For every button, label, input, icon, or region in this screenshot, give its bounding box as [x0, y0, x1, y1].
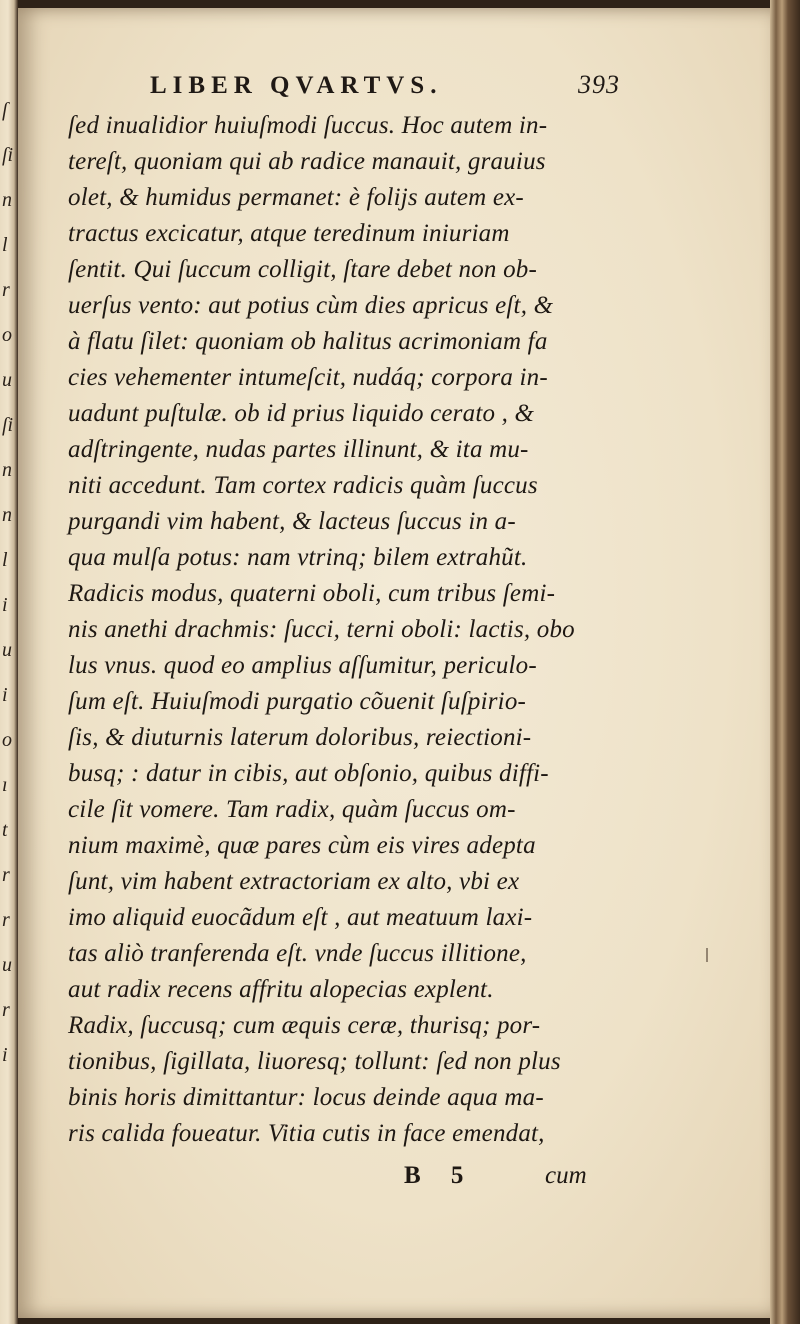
facing-page-fragment: r	[2, 279, 10, 301]
running-head-title: LIBER QVARTVS.	[150, 72, 443, 99]
facing-page-fragment: n	[2, 504, 12, 526]
facing-page-edge	[0, 0, 18, 1324]
text-line: uerſus vento: aut potius cùm dies apricus eſt, &	[68, 292, 554, 319]
facing-page-fragment: ſ	[2, 99, 8, 121]
facing-page-fragment: i	[2, 1044, 8, 1066]
page-number: 393	[578, 70, 620, 99]
facing-page-fragment: ſi	[2, 144, 14, 166]
text-line: tas aliò tranferenda eſt. vnde ſuccus illitione,	[68, 940, 527, 967]
facing-page-fragment: o	[2, 729, 12, 751]
text-line: tereſt, quoniam qui ab radice manauit, grauius	[68, 148, 546, 175]
facing-page-fragment: ı	[2, 774, 8, 796]
text-line: busq; : datur in cibis, aut obſonio, quibus diffi-	[68, 760, 549, 787]
text-line: ſentit. Qui ſuccum colligit, ſtare debet non ob-	[68, 256, 537, 283]
facing-page-fragment: i	[2, 684, 8, 706]
facing-page-fragment: r	[2, 864, 10, 886]
facing-page-fragment: n	[2, 189, 12, 211]
text-line: à flatu ſilet: quoniam ob halitus acrimoniam fa	[68, 328, 548, 355]
facing-page-fragment: t	[2, 819, 8, 841]
facing-page-fragment: r	[2, 909, 10, 931]
text-line: tractus excicatur, atque teredinum iniuriam	[68, 220, 510, 247]
text-line: qua mulſa potus: nam vtrinq; bilem extrahũt.	[68, 544, 528, 571]
text-line: niti accedunt. Tam cortex radicis quàm ſuccus	[68, 472, 538, 499]
text-line: cies vehementer intumeſcit, nudáq; corpora in-	[68, 364, 548, 391]
facing-page-fragment: l	[2, 549, 8, 571]
facing-page-fragment: ſi	[2, 414, 14, 436]
facing-page-fragment: r	[2, 999, 10, 1021]
text-line: cile ſit vomere. Tam radix, quàm ſuccus om-	[68, 796, 516, 823]
signature-mark: B 5	[404, 1162, 476, 1189]
page-stack-edge	[770, 0, 800, 1324]
facing-page-fragment: n	[2, 459, 12, 481]
text-line: imo aliquid euocãdum eſt , aut meatuum laxi-	[68, 904, 533, 931]
running-head	[150, 70, 620, 106]
text-line: purgandi vim habent, & lacteus ſuccus in a-	[68, 508, 516, 535]
text-line: tionibus, ſigillata, liuoresq; tollunt: ſed non plus	[68, 1048, 561, 1075]
facing-page-fragment: u	[2, 954, 12, 976]
text-line: ſis, & diuturnis laterum doloribus, reiectioni-	[68, 724, 532, 751]
text-line: nium maximè, quæ pares cùm eis vires adepta	[68, 832, 536, 859]
ink-speck	[706, 948, 708, 962]
text-line: aut radix recens affritu alopecias explent.	[68, 976, 494, 1003]
facing-page-fragment: o	[2, 324, 12, 346]
text-line: ſunt, vim habent extractoriam ex alto, vbi ex	[68, 868, 520, 895]
text-line: ris calida foueatur. Vitia cutis in face emendat,	[68, 1120, 545, 1147]
facing-page-fragment: u	[2, 639, 12, 661]
text-line: lus vnus. quod eo amplius aſſumitur, periculo-	[68, 652, 537, 679]
text-line: adſtringente, nudas partes illinunt, & ita mu-	[68, 436, 529, 463]
catchword: cum	[545, 1162, 587, 1189]
text-line: ſed inualidior huiuſmodi ſuccus. Hoc autem in-	[68, 112, 548, 139]
facing-page-fragment: u	[2, 369, 12, 391]
text-line: binis horis dimittantur: locus deinde aqua ma-	[68, 1084, 544, 1111]
text-line: Radix, ſuccusq; cum æquis ceræ, thurisq; por-	[68, 1012, 541, 1039]
facing-page-fragment: i	[2, 594, 8, 616]
facing-page-fragment: l	[2, 234, 8, 256]
text-line: ſum eſt. Huiuſmodi purgatio cõuenit ſuſpirio-	[68, 688, 527, 715]
text-line: uadunt puſtulæ. ob id prius liquido cerato , &	[68, 400, 535, 427]
text-line: olet, & humidus permanet: è folijs autem ex-	[68, 184, 524, 211]
text-line: nis anethi drachmis: ſucci, terni oboli: lactis, obo	[68, 616, 575, 643]
text-line: Radicis modus, quaterni oboli, cum tribus ſemi-	[68, 580, 556, 607]
